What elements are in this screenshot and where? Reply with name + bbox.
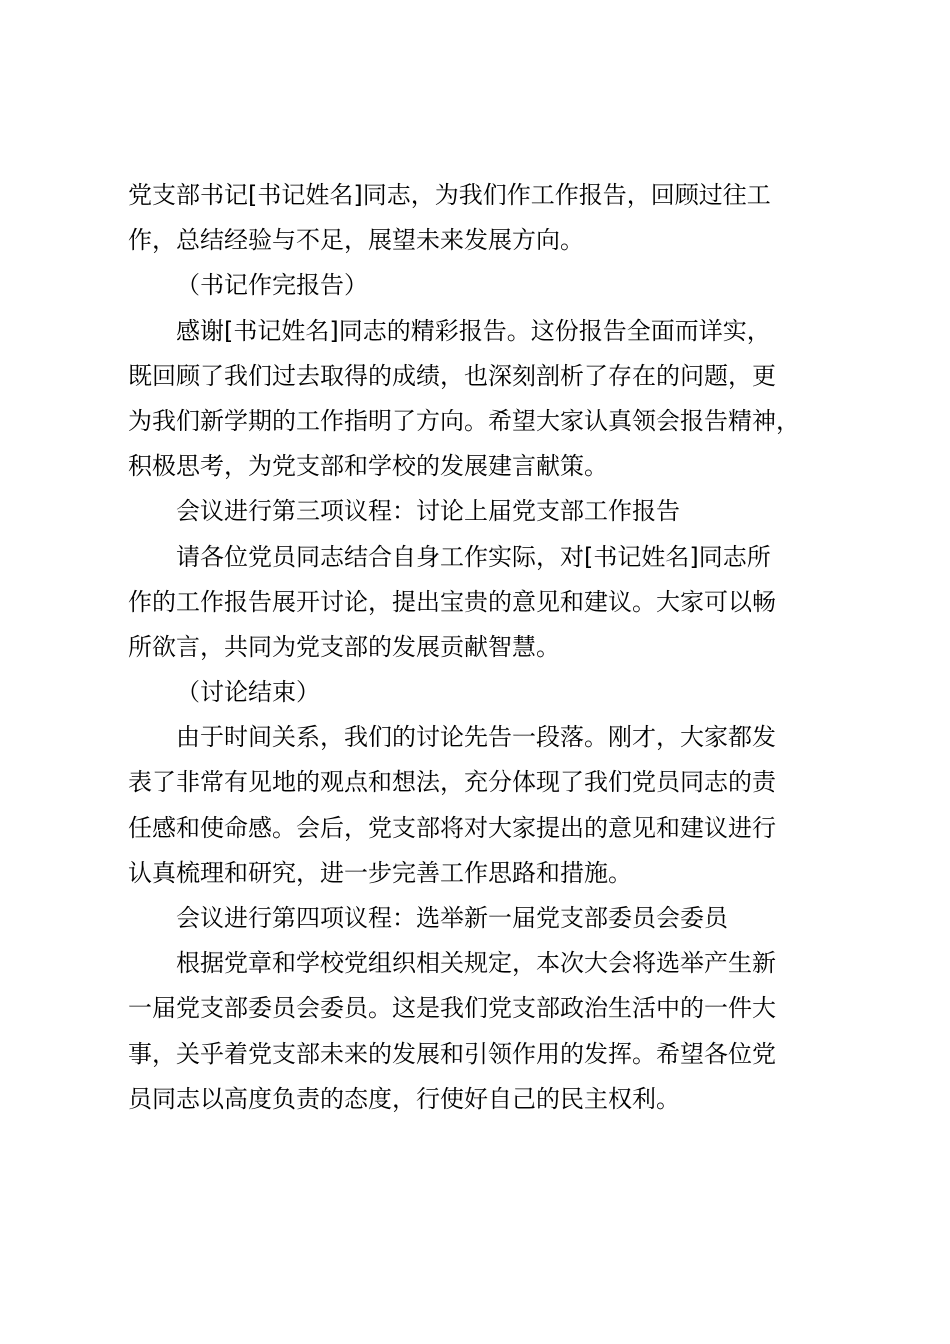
text-line: 请各位党员同志结合自身工作实际，对[书记姓名]同志所	[176, 542, 771, 571]
text-line: 根据党章和学校党组织相关规定，本次大会将选举产生新	[176, 949, 776, 978]
text-line: 一届党支部委员会委员。这是我们党支部政治生活中的一件大	[128, 994, 776, 1023]
document-body	[128, 173, 848, 1122]
text-line: 感谢[书记姓名]同志的精彩报告。这份报告全面而详实，	[176, 316, 771, 345]
text-line: 积极思考，为党支部和学校的发展建言献策。	[128, 452, 608, 481]
text-line: 既回顾了我们过去取得的成绩，也深刻剖析了存在的问题，更	[128, 361, 776, 390]
text-line: 党支部书记[书记姓名]同志，为我们作工作报告，回顾过往工	[128, 181, 771, 209]
text-line: 员同志以高度负责的态度，行使好自己的民主权利。	[128, 1084, 680, 1113]
text-line: 事，关乎着党支部未来的发展和引领作用的发挥。希望各位党	[128, 1039, 776, 1068]
text-line: 认真梳理和研究，进一步完善工作思路和措施。	[128, 858, 632, 887]
text-line: （书记作完报告）	[176, 271, 368, 300]
agenda-heading: 会议进行第四项议程：选举新一届党支部委员会委员	[176, 904, 728, 932]
agenda-heading: 会议进行第三项议程：讨论上届党支部工作报告	[176, 497, 680, 526]
text-line: 作的工作报告展开讨论，提出宝贵的意见和建议。大家可以畅	[128, 587, 776, 616]
text-line: 为我们新学期的工作指明了方向。希望大家认真领会报告精神，	[128, 406, 800, 435]
text-line: 作，总结经验与不足，展望未来发展方向。	[128, 226, 584, 255]
text-line: 任感和使命感。会后，党支部将对大家提出的意见和建议进行	[128, 813, 776, 842]
text-line: 表了非常有见地的观点和想法，充分体现了我们党员同志的责	[128, 768, 776, 797]
text-line: 由于时间关系，我们的讨论先告一段落。刚才，大家都发	[176, 723, 776, 752]
text-line: （讨论结束）	[176, 678, 320, 707]
text-line: 所欲言，共同为党支部的发展贡献智慧。	[128, 632, 560, 661]
